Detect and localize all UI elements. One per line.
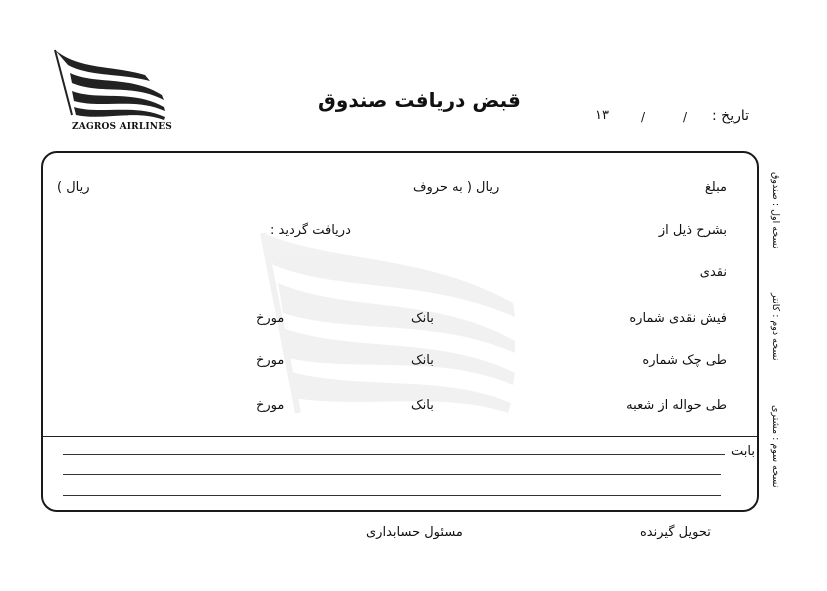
receipt-form bbox=[41, 151, 759, 512]
bank-label: بانک bbox=[411, 311, 434, 326]
amount-words-label: ریال ( به حروف bbox=[413, 180, 500, 195]
bank-label: بانک bbox=[411, 353, 434, 368]
description-label: بشرح ذیل از bbox=[658, 223, 727, 238]
logo-text: ZAGROS AIRLINES bbox=[72, 122, 172, 132]
cash-label: نقدی bbox=[699, 265, 727, 280]
for-label: بابت bbox=[731, 444, 755, 459]
date-year: ۱۳ bbox=[595, 108, 609, 123]
cash-receipt-label: فیش نقدی شماره bbox=[629, 311, 727, 326]
date-label: تاریخ : bbox=[712, 108, 750, 124]
side-label-copy3: نسخه سوم : مشتری bbox=[770, 405, 781, 488]
page-title: قبض دریافت صندوق bbox=[318, 88, 521, 112]
dated-label: مورخ bbox=[256, 398, 285, 413]
side-label-copy1: نسخه اول : صندوق bbox=[770, 172, 781, 249]
watermark-logo bbox=[253, 213, 523, 433]
bank-label: بانک bbox=[411, 398, 434, 413]
transfer-label: طی حواله از شعبه bbox=[626, 398, 727, 413]
cheque-label: طی چک شماره bbox=[642, 353, 727, 368]
date-separator: / bbox=[641, 110, 646, 124]
for-line bbox=[63, 474, 721, 475]
receiver-signature-label: تحویل گیرنده bbox=[640, 525, 711, 540]
section-divider bbox=[43, 436, 757, 437]
amount-label: مبلغ bbox=[704, 180, 727, 195]
dated-label: مورخ bbox=[256, 311, 285, 326]
for-line bbox=[63, 495, 721, 496]
accounting-signature-label: مسئول حسابداری bbox=[366, 525, 463, 540]
for-line bbox=[63, 454, 725, 455]
amount-rial-label: ریال ) bbox=[57, 180, 90, 195]
received-label: دریافت گردید : bbox=[270, 223, 351, 238]
side-label-copy2: نسخه دوم : کانتر bbox=[770, 293, 781, 361]
dated-label: مورخ bbox=[256, 353, 285, 368]
date-separator: / bbox=[683, 110, 688, 124]
